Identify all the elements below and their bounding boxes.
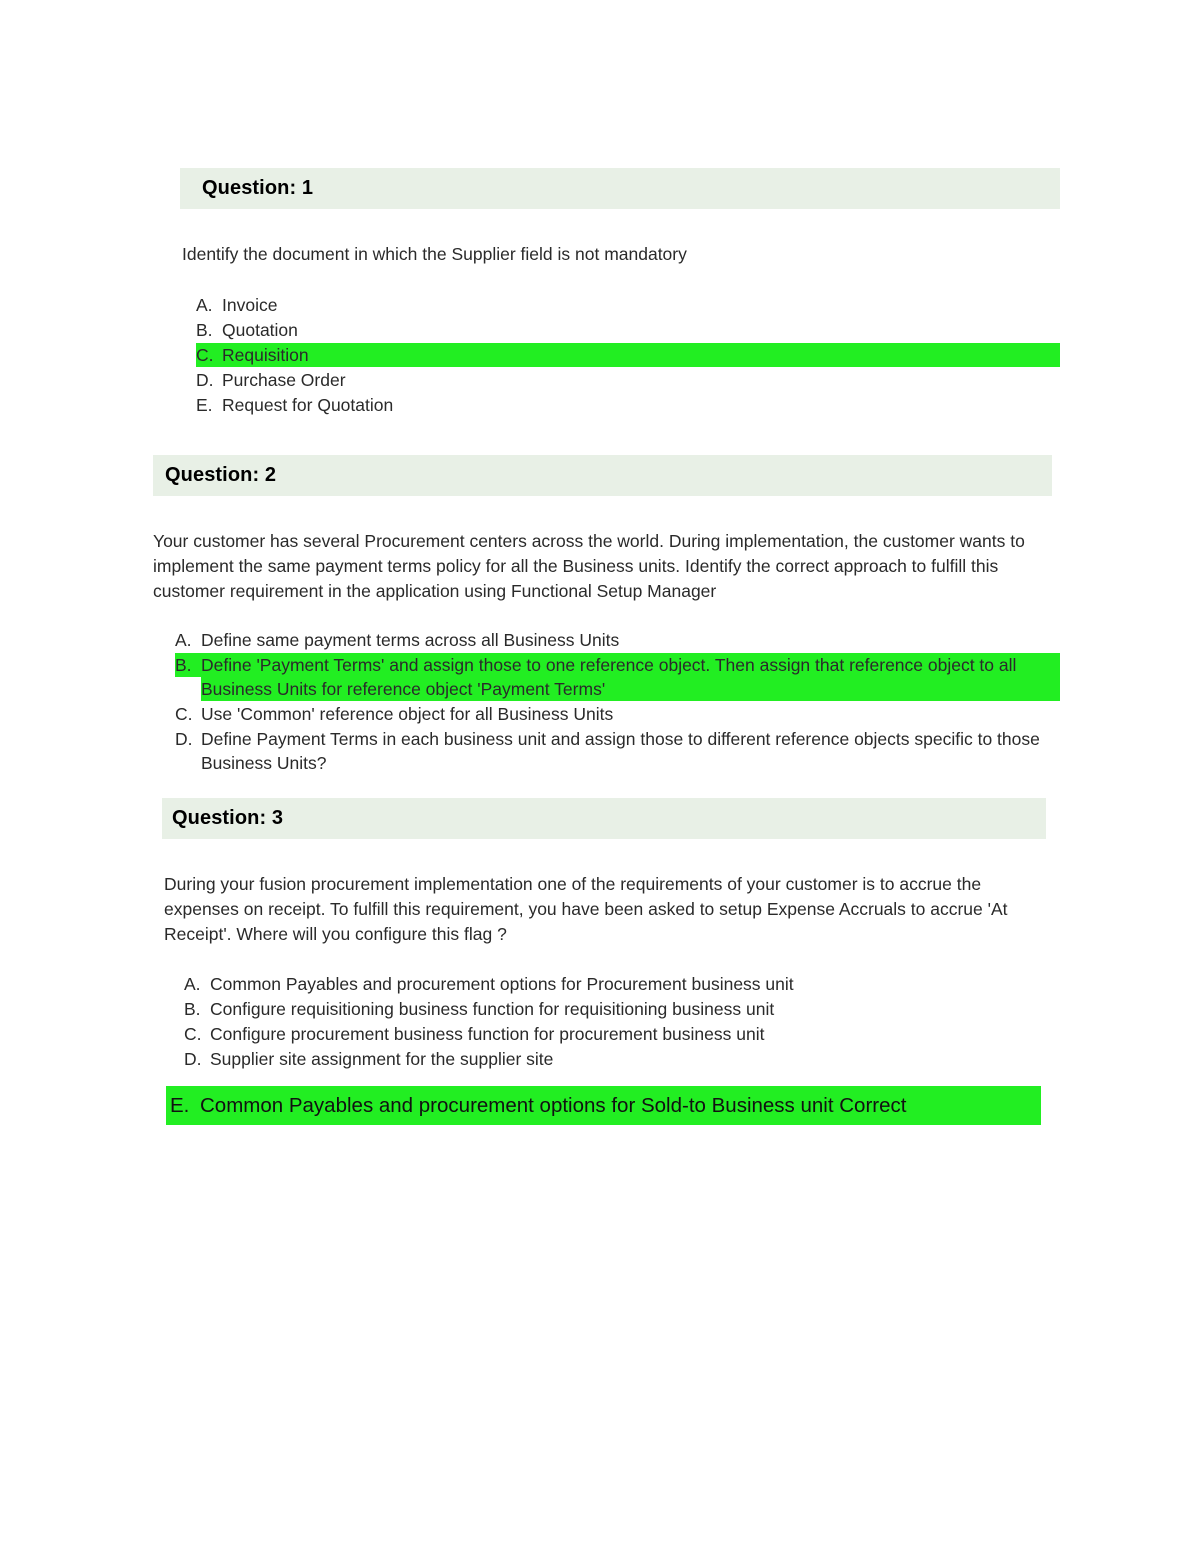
question-text-2: Your customer has several Procurement centers across the world. During implementation, the customer wants to implement the same payment terms policy for all the Business units. Identify the correct approach to fulfill this customer requirement in the application using Functional Setup Manager	[153, 531, 1025, 601]
option-text: Invoice	[222, 295, 278, 315]
option-item-highlighted[interactable]	[196, 343, 1060, 367]
option-text: Request for Quotation	[222, 395, 394, 415]
option-text: Quotation	[222, 320, 298, 340]
option-letter: A.	[175, 630, 192, 650]
option-item[interactable]	[175, 628, 1060, 652]
question-text-3: During your fusion procurement implementation one of the requirements of your customer is to accrue the expenses on receipt. To fulfill this requirement, you have been asked to setup Expense Accruals to accrue 'At Receipt'. Where will you configure this flag ?	[164, 874, 1008, 944]
final-answer-letter: E.	[170, 1094, 190, 1117]
option-letter: D.	[184, 1049, 202, 1069]
option-item[interactable]	[175, 727, 1060, 775]
option-text: Define same payment terms across all Business Units	[201, 630, 620, 650]
option-text: Purchase Order	[222, 370, 346, 390]
option-item[interactable]	[184, 997, 1054, 1021]
option-text: Define Payment Terms in each business unit and assign those to different reference objects specific to those Business Units?	[201, 729, 1040, 773]
option-letter: C.	[196, 343, 222, 367]
option-text: Use 'Common' reference object for all Business Units	[201, 704, 614, 724]
option-text: Configure procurement business function for procurement business unit	[210, 1024, 765, 1044]
question-header-1: Question: 1	[180, 168, 1060, 209]
option-item[interactable]	[184, 1047, 1054, 1071]
option-letter: B.	[184, 999, 201, 1019]
option-item[interactable]	[196, 393, 1060, 417]
option-letter: C.	[184, 1024, 202, 1044]
option-letter: D.	[196, 370, 214, 390]
question-options-1	[196, 293, 1060, 417]
option-item-highlighted[interactable]	[175, 653, 1060, 701]
option-text: Configure requisitioning business function for requisitioning business unit	[210, 999, 775, 1019]
question-options-2	[175, 628, 1060, 775]
option-item[interactable]	[175, 702, 1060, 726]
option-item[interactable]	[196, 293, 1060, 317]
option-letter: E.	[196, 395, 213, 415]
option-item[interactable]	[184, 1022, 1054, 1046]
option-letter: C.	[175, 704, 193, 724]
question-text-1: Identify the document in which the Supplier field is not mandatory	[182, 244, 687, 264]
option-letter: A.	[196, 295, 213, 315]
option-letter: B.	[175, 653, 201, 677]
question-header-2: Question: 2	[153, 455, 1052, 496]
question-options-3	[184, 972, 1054, 1071]
option-letter: B.	[196, 320, 213, 340]
question-block-3	[162, 798, 1046, 1072]
final-answer-highlight	[166, 1086, 1041, 1125]
option-item[interactable]	[196, 368, 1060, 392]
option-text: Common Payables and procurement options for Procurement business unit	[210, 974, 794, 994]
option-text: Define 'Payment Terms' and assign those to one reference object. Then assign that reference object to all Business Units for reference object 'Payment Terms'	[201, 653, 1060, 701]
question-header-3: Question: 3	[162, 798, 1046, 839]
option-letter: D.	[175, 729, 193, 749]
question-block-2	[153, 455, 1052, 776]
option-text: Requisition	[222, 343, 1060, 367]
question-block-1	[180, 168, 1060, 418]
option-item[interactable]	[196, 318, 1060, 342]
option-letter: A.	[184, 974, 201, 994]
final-answer-text: Common Payables and procurement options for Sold-to Business unit Correct	[200, 1094, 907, 1117]
option-text: Supplier site assignment for the supplier site	[210, 1049, 554, 1069]
option-item[interactable]	[184, 972, 1054, 996]
